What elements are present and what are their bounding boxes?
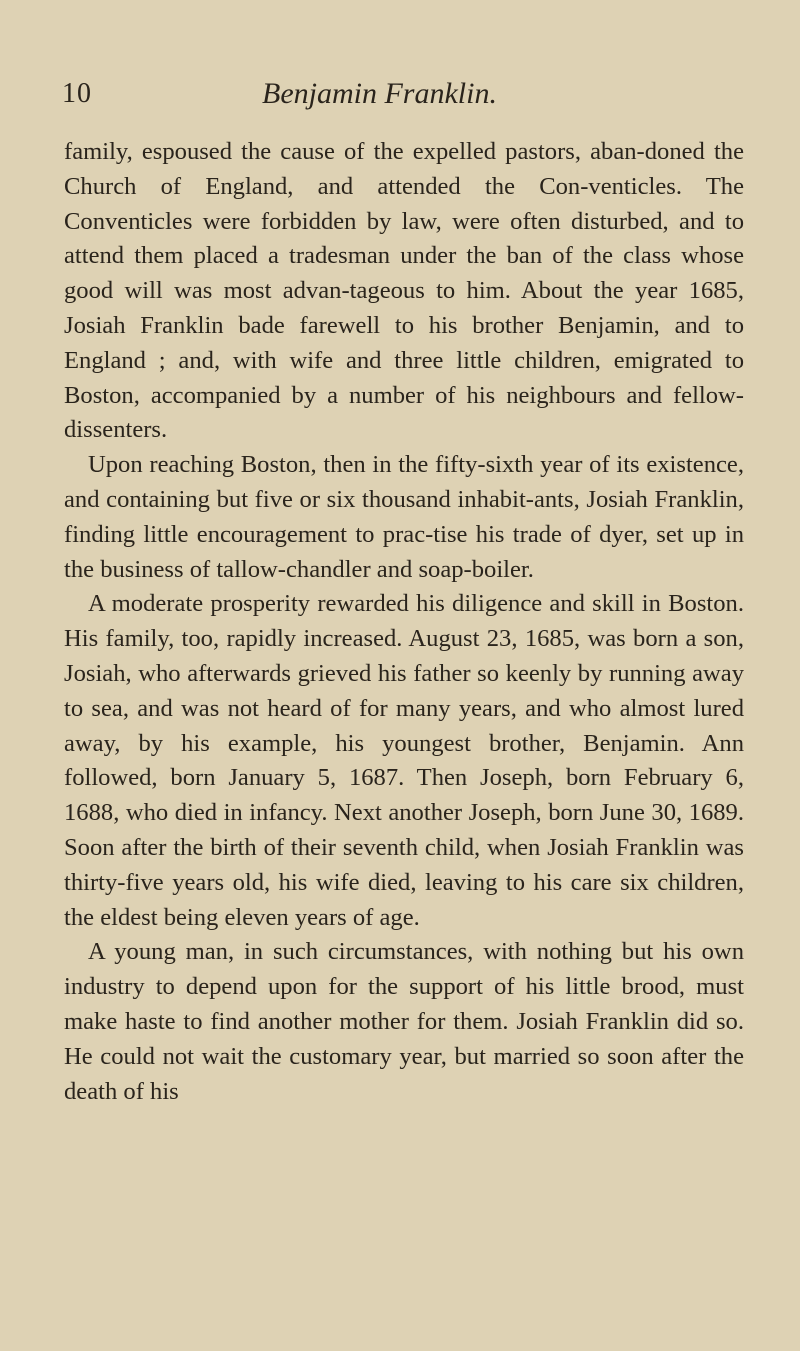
paragraph-2: Upon reaching Boston, then in the fifty-sixth year of its existence, and containing but five or six thousand inhabit-ants, Josiah Franklin, finding little encouragement to prac-tise his trade of dyer, set up in the business of tallow-chandler and soap-boiler. xyxy=(64,451,744,583)
page-number: 10 xyxy=(62,78,92,109)
paragraph-4: A young man, in such circumstances, with nothing but his own industry to depend upon for the support of his little brood, must make haste to find another mother for them. Josiah Franklin did so. He could not wait the customary year, but married so soon after the death of his xyxy=(64,938,744,1105)
paragraph-3: A moderate prosperity rewarded his diligence and skill in Boston. His family, too, rapidly increased. August 23, 1685, was born a son, Josiah, who afterwards grieved his father so keenly by running away to sea, and was not heard of for many years, and who almost lured away, by his example, his youngest brother, Benjamin. Ann followed, born January 5, 1687. Then Joseph, born February 6, 1688, who died in infancy. Next another Joseph, born June 30, 1689. Soon after the birth of their seventh child, when Josiah Franklin was thirty-five years old, his wife died, leaving to his care six children, the eldest being eleven years of age. xyxy=(64,590,744,931)
running-head xyxy=(62,74,730,114)
paragraph-1: family, espoused the cause of the expelled pastors, aban-doned the Church of England, and attended the Con-venticles. The Conventicles were forbidden by law, were often disturbed, and to attend them placed a tradesman under the ban of the class whose good will was most advan-tageous to him. About the year 1685, Josiah Franklin bade farewell to his brother Benjamin, and to England ; and, with wife and three little children, emigrated to Boston, accompanied by a number of his neighbours and fellow-dissenters. xyxy=(64,138,744,444)
running-title: Benjamin Franklin. xyxy=(262,77,497,110)
body-text xyxy=(64,135,744,1109)
